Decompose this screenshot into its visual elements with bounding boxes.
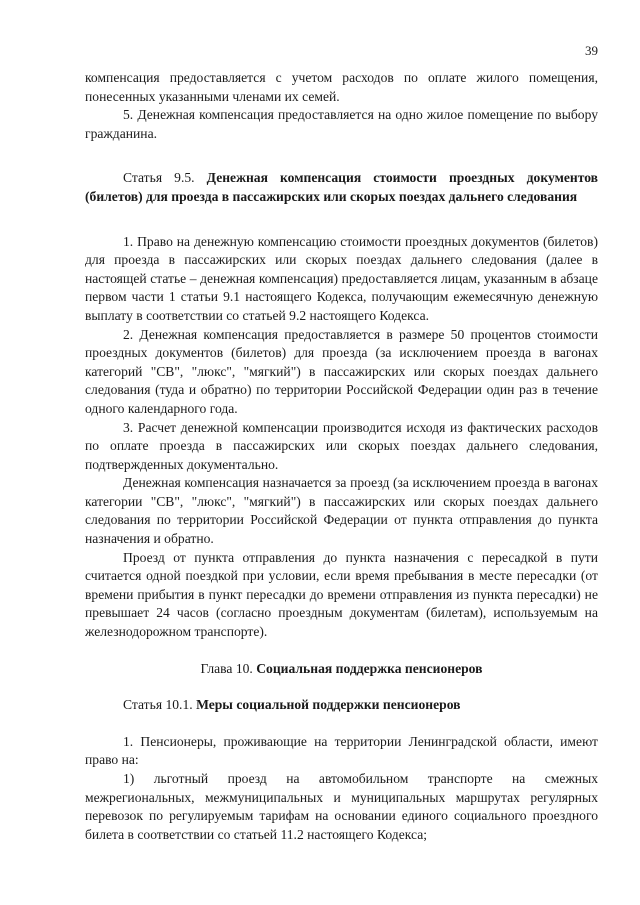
paragraph-continuation: компенсация предоставляется с учетом расходов по оплате жилого помещения, понесенных указанными членами их семей.	[85, 70, 598, 104]
spacer	[85, 715, 598, 733]
article-10-1-subitem-1: 1) льготный проезд на автомобильном транспорте на смежных межрегиональных, межмуниципальных и муниципальных маршрутах регулярных перевозок по регулируемым тарифам на основании единого социального проездного билета в соответствии со статьей 11.2 настоящего Кодекса;	[85, 771, 598, 842]
article-10-1-prefix: Статья 10.1.	[123, 697, 197, 713]
spacer	[85, 207, 598, 233]
chapter-10-title: Социальная поддержка пенсионеров	[256, 660, 483, 676]
spacer	[85, 642, 598, 660]
article-9-5-item-4: Денежная компенсация назначается за проезд (за исключением проезда в вагонах категории "СВ", "люкс", "мягкий") в пассажирских или скорых поездах дальнего следования по территории Российской Федерации от пункта отправления до пункта назначения и обратно.	[85, 475, 598, 547]
article-9-5-item-3: 3. Расчет денежной компенсации производится исходя из фактических расходов по оплате проезда в пассажирских или скорых поездах дальнего следования, подтвержденных документально.	[85, 419, 598, 472]
spacer	[85, 143, 598, 169]
article-10-1-title: Меры социальной поддержки пенсионеров	[196, 697, 461, 713]
article-9-5-title: Денежная компенсация стоимости проездных документов (билетов) для проезда в пассажирских или скорых поездах дальнего следования	[85, 170, 598, 204]
article-9-5-item-5: Проезд от пункта отправления до пункта назначения с пересадкой в пути считается одной поездкой при условии, если время пребывания в месте пересадки (от времени прибытия в пункт пересадки до времени отправления из пункта пересадки) не превышает 24 часов (согласно проездным документам (билетам), используемым на железнодорожном транспорте).	[85, 549, 598, 640]
page-number: 39	[585, 43, 598, 58]
article-9-5-heading	[85, 169, 598, 206]
spacer	[85, 678, 598, 696]
chapter-10-prefix: Глава 10.	[200, 660, 257, 676]
article-9-5-item-1: 1. Право на денежную компенсацию стоимости проездных документов (билетов) для проезда в пассажирских или скорых поездах дальнего следования (далее в настоящей статье – денежная компенсация) предоставляется лицам, указанным в абзаце первом части 1 статьи 9.1 настоящего Кодекса, получающим ежемесячную денежную выплату в соответствии со статьей 9.2 настоящего Кодекса.	[85, 233, 598, 323]
article-9-5-item-2: 2. Денежная компенсация предоставляется в размере 50 процентов стоимости проездных документов (билетов) для проезда (за исключением проезда в вагонах категорий "СВ", "люкс", "мягкий") в пассажирских или скорых поездах дальнего следования (туда и обратно) по территории Российской Федерации один раз в течение одного календарного года.	[85, 326, 598, 416]
document-body	[85, 69, 598, 844]
article-9-5-prefix: Статья 9.5.	[123, 170, 207, 186]
article-10-1-item-1: 1. Пенсионеры, проживающие на территории Ленинградской области, имеют право на:	[85, 733, 598, 768]
article-10-1-heading	[85, 696, 598, 715]
chapter-10-heading	[85, 660, 598, 679]
paragraph-item-5: 5. Денежная компенсация предоставляется на одно жилое помещение по выбору гражданина.	[85, 107, 598, 141]
